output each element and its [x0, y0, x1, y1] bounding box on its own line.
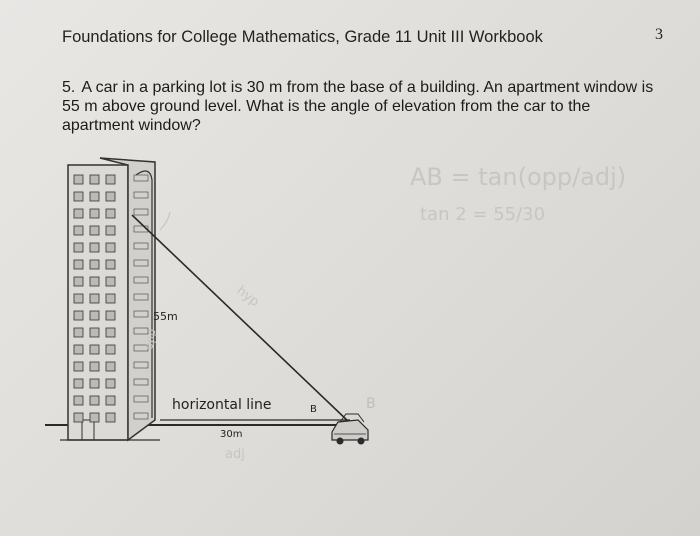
- horizontal-line-label: horizontal line: [172, 397, 272, 413]
- vertex-label: B: [366, 396, 376, 412]
- building-window: [106, 311, 115, 320]
- building-window: [74, 277, 83, 286]
- building-window: [90, 192, 99, 201]
- building-window: [74, 192, 83, 201]
- building-window: [74, 413, 83, 422]
- building-window: [74, 260, 83, 269]
- angle-arc: [160, 212, 170, 230]
- note-line-1: AB = tan(opp/adj): [410, 163, 627, 191]
- building-drawing: [60, 158, 160, 440]
- building-window: [106, 277, 115, 286]
- building-window: [74, 311, 83, 320]
- building-window: [74, 175, 83, 184]
- building-window: [106, 209, 115, 218]
- height-label: 55m: [153, 310, 178, 323]
- building-window: [74, 243, 83, 252]
- angle-label: B: [310, 404, 317, 415]
- building-window: [106, 226, 115, 235]
- car-drawing: [332, 414, 368, 445]
- building-window: [106, 175, 115, 184]
- building-window: [74, 362, 83, 371]
- building-window: [106, 243, 115, 252]
- building-window: [106, 379, 115, 388]
- building-window: [90, 226, 99, 235]
- building-window: [90, 175, 99, 184]
- building-window: [90, 413, 99, 422]
- building-window: [74, 396, 83, 405]
- building-window: [90, 243, 99, 252]
- note-line-2: tan 2 = 55/30: [420, 204, 546, 225]
- handwritten-notes: [410, 163, 626, 225]
- building-window: [90, 379, 99, 388]
- page-number: 3: [655, 26, 663, 43]
- building-window: [74, 328, 83, 337]
- adj-label: adj: [225, 447, 245, 462]
- building-window: [90, 328, 99, 337]
- building-window: [90, 209, 99, 218]
- base-label: 30m: [220, 429, 243, 440]
- building-window: [90, 260, 99, 269]
- building-window: [90, 277, 99, 286]
- question-text: A car in a parking lot is 30 m from the base of a building. An apartment window is 55 m above ground level. What is the angle of elevation from the car to the apartment window?: [62, 79, 654, 134]
- building-window: [74, 379, 83, 388]
- building-window: [90, 294, 99, 303]
- building-window: [106, 396, 115, 405]
- opp-label: opp: [142, 327, 159, 351]
- building-window: [106, 328, 115, 337]
- building-window: [106, 362, 115, 371]
- building-window: [106, 413, 115, 422]
- building-window: [106, 260, 115, 269]
- building-window: [90, 311, 99, 320]
- building-window: [90, 362, 99, 371]
- building-window: [106, 192, 115, 201]
- building-window: [90, 345, 99, 354]
- building-window: [74, 226, 83, 235]
- building-window: [74, 345, 83, 354]
- building-window: [90, 396, 99, 405]
- building-window: [74, 209, 83, 218]
- question-number: 5.: [62, 79, 76, 96]
- building-window: [106, 294, 115, 303]
- workbook-header-title: Foundations for College Mathematics, Grade 11 Unit III Workbook: [62, 28, 543, 46]
- building-window: [106, 345, 115, 354]
- hyp-label: hyp: [233, 283, 262, 311]
- building-window: [74, 294, 83, 303]
